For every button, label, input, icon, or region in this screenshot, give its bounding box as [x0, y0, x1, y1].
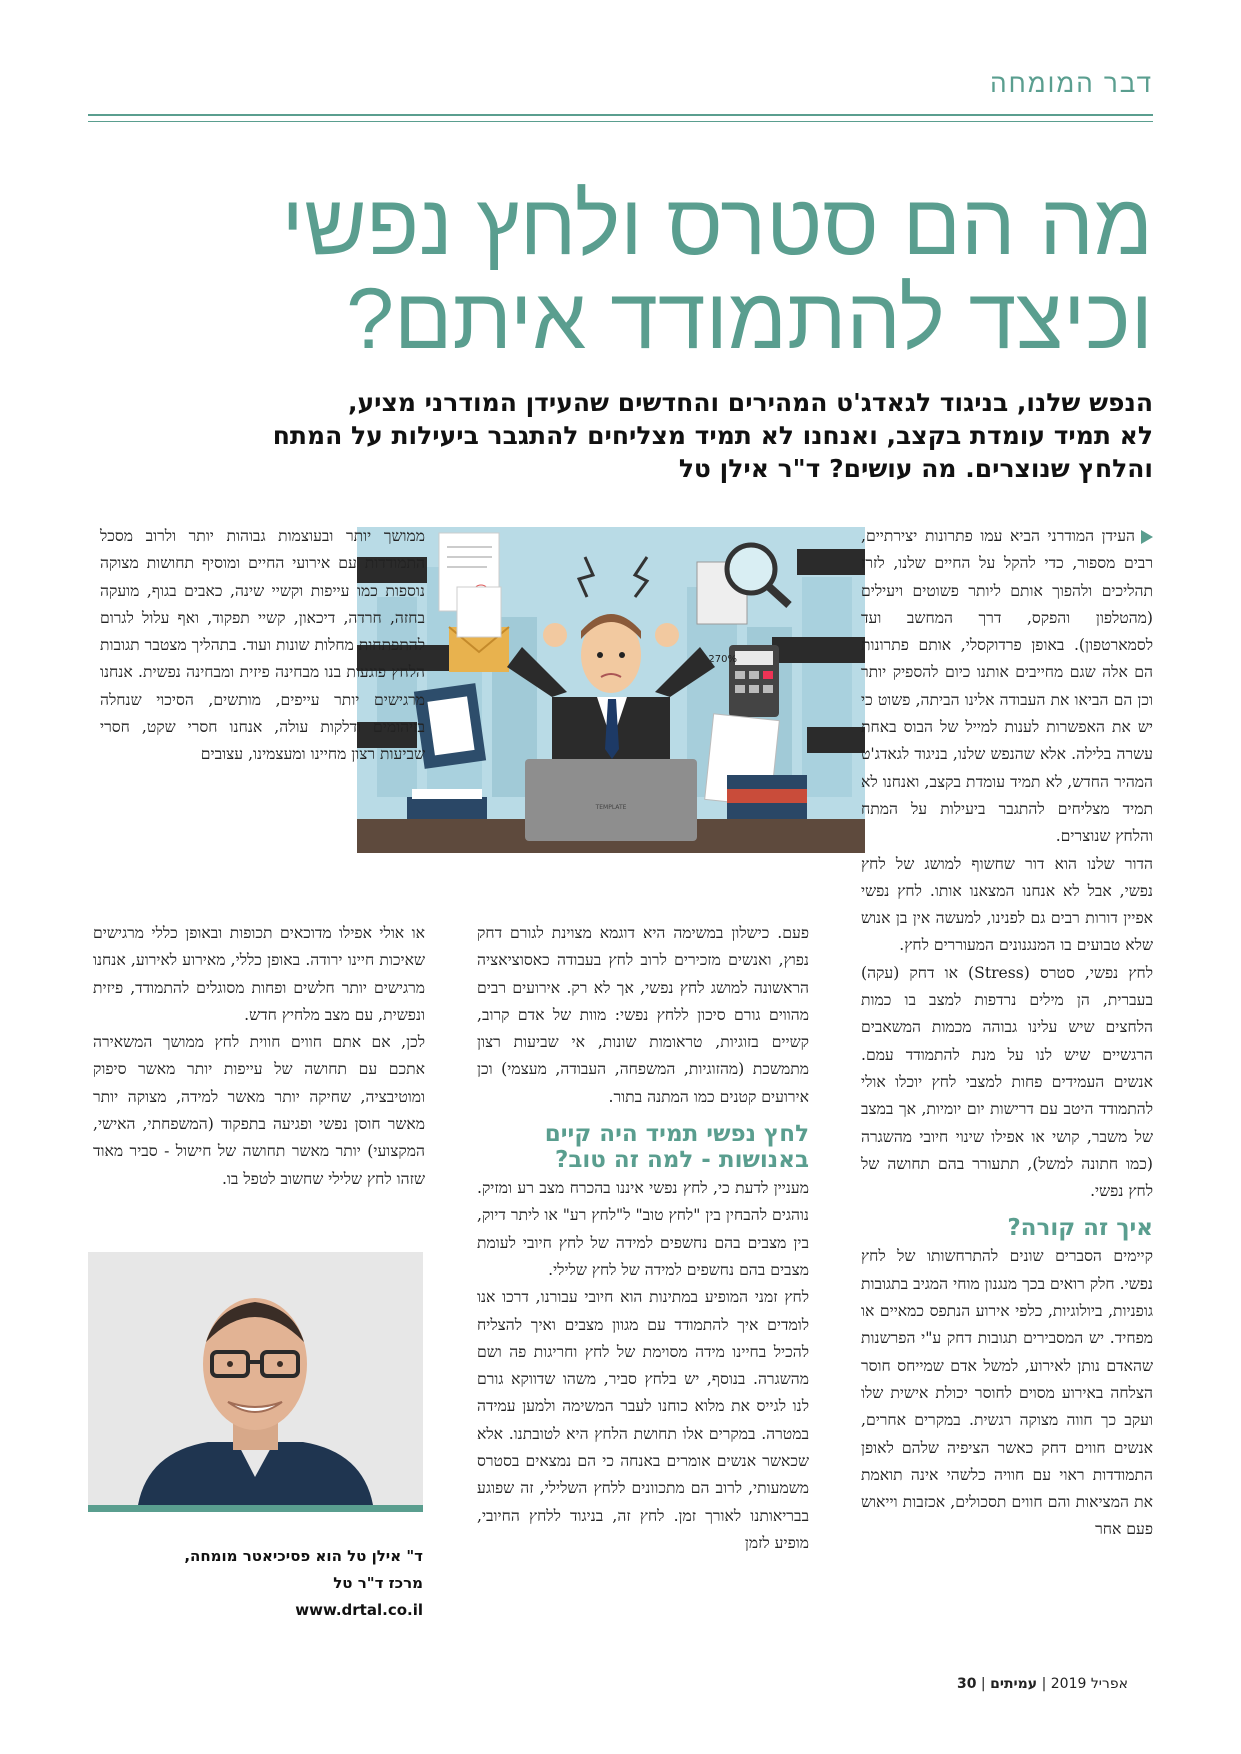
photo-accent-bar	[88, 1505, 423, 1512]
folio-page-number: 30	[957, 1676, 977, 1692]
article-column-right	[861, 523, 1153, 1544]
lead-paragraph	[83, 386, 1153, 485]
page-folio: אפריל 2019 | עמיתים | 30	[957, 1676, 1128, 1692]
caption-line-2: מרכז ד"ר טל	[333, 1574, 423, 1592]
header-rule	[88, 114, 1153, 116]
col2-paragraph-3: לחץ זמני המופיע במתינות הוא חיובי עבורנו, דרכו אנו לומדים איך להתמודד עם מגוון מצבים ואיך להצליח להכיל בחיינו מידה מסוימת של לחץ וחריגות פה ושם מהשגרה. בנוסף, יש בלחץ סביר, משהו שדווקא גורם לנו לגייס את מלוא כוחנו לעבר המשימה ולמען עמידה במטרה. במקרים אלו תחושת הלחץ היא לטובתנו. אלא שכאשר אנשים אומרים באנחה כי הם נמצאים בסטרס משמעותי, לרוב הם מתכוונים ללחץ השלילי, זה שפוגע בבריאותנו לאורך זמן. לחץ זה, בניגוד ללחץ החיובי, מופיע לזמן	[477, 1288, 809, 1552]
subheading-stress-always-existed: לחץ נפשי תמיד היה קיים באנושות - למה זה טוב?	[544, 1121, 809, 1174]
stressed-businessman-illustration	[357, 527, 865, 853]
col2-paragraph-2: מעניין לדעת כי, לחץ נפשי איננו בהכרח מצב רע ומזיק. נוהגים להבחין בין "לחץ טוב" ל"לחץ רע" או ליתר דיוק, בין מצבים בהם נחשפים למידה של לחץ חיובי לעומת מצבים בהם נחשפים למידה של לחץ שלילי.	[477, 1179, 809, 1279]
headline-line-1: מה הם סטרס ולחץ נפשי	[281, 177, 1153, 273]
article-column-left	[93, 920, 425, 1193]
laptop-label: TEMPLATE	[595, 804, 627, 811]
author-portrait	[88, 1252, 423, 1505]
paragraph-marker-icon	[1141, 530, 1153, 544]
lead-line-3: והלחץ שנוצרים. מה עושים? ד"ר אילן טל	[678, 454, 1153, 483]
author-caption	[88, 1543, 423, 1624]
col1-paragraph-3: לחץ נפשי, סטרס (Stress) או דחק (עקה) בעברית, הן מילים נרדפות למצב בו כמות הלחצים שיש עלינו גבוהה מכמות המשאבים הרגשיים שיש לנו על מנת להתמודד עמם. אנשים העמידים פחות למצבי לחץ יוכלו אולי להתמודד היטב עם דרישות יום יומיות, אך במצב של משבר, קושי או אפילו שינוי חיובי מהשגרה (כמו חתונה למשל), תתעורר בהם תחושה של לחץ נפשי.	[861, 963, 1154, 1201]
subheading-how-it-happens: איך זה קורה?	[1007, 1215, 1153, 1242]
caption-line-1: ד" אילן טל הוא פסיכיאטר מומחה,	[184, 1547, 423, 1565]
col3-paragraph-1: או אולי אפילו מדוכאים תכופות ובאופן כללי מרגישים שאיכות חיינו ירודה. באופן כללי, מאירוע לאירוע, אנחנו מרגישים יותר חלשים ופחות מסוגלים להתמודד, פיזית ונפשית, עם מצב מלחיץ חדש.	[93, 924, 425, 1024]
col3-paragraph-2: לכן, אם אתם חווים חווית לחץ ממושך המשאירה אתכם עם תחושה של עייפות יותר מאשר סיפוק ומוטיבציה, שחיקה יותר מאשר למידה, מצוקה יותר מאשר חוסן נפשי ופגיעה בתפקוד (המשפחתי, האישי, המקצועי) יותר מאשר תחושה של חישול - סביר מאוד שזהו לחץ שלילי שחשוב לטפל בו.	[93, 1033, 425, 1188]
article-column-left-top	[100, 523, 425, 769]
col1-paragraph-2: הדור שלנו הוא דור שחשוף למושג של לחץ נפשי, אבל לא אנחנו המצאנו אותו. לחץ נפשי אפיין דורות רבים גם לפנינו, למעשה אין בן אנוש שלא טבועים בו המנגנונים המעוררים לחץ.	[861, 854, 1153, 955]
col2-paragraph-1: פעם. כישלון במשימה היא דוגמא מצוינת לגורם דחק נפוץ, ואנשים מזכירים לרוב לחץ בעבודה כאסוציאציה הראשונה למושג לחץ נפשי, אך לא רק. אירועים רבים מהווים גורם סיכון ללחץ נפשי: מוות של אדם קרוב, קשיים בזוגיות, טראומות שונות, אי שביעות רצון מתמשכת (מהזוגיות, המשפחה, העבודה, מעצמי) וכן אירועים קטנים כמו המתנה בתור.	[477, 924, 809, 1106]
col1-paragraph-1: העידן המודרני הביא עמו פתרונות יצירתיים, רבים מספור, כדי להקל על החיים שלנו, לזרז תהליכים ולהפוך אותם ליותר פשוטים ויעילים (מהטלפון והפקס, דרך המחשב ועד לסמארטפון). באופן פרדוקסלי, אותם פתרונות הם אלה שגם מחייבים אותנו כיום להספיק יותר וכן הם הביאו את העבודה אלינו הביתה, פשוט כי יש את האפשרות לענות למייל של הבוס באחת עשרה בלילה. אלא שהנפש שלנו, בניגוד לגאדג'ט המהיר החדש, לא תמיד עומדת בקצב, ואנחנו לא תמיד מצליחים להתגבר ביעילות על המתח והלחץ שנוצרים.	[861, 527, 1153, 846]
headline	[73, 178, 1153, 366]
folio-date: אפריל 2019	[1050, 1676, 1128, 1692]
headline-line-2: וכיצד להתמודד איתם?	[346, 271, 1153, 367]
folio-magazine: עמיתים	[990, 1676, 1038, 1692]
lead-line-1: הנפש שלנו, בניגוד לגאדג'ט המהירים והחדשים שהעידן המודרני מציע,	[347, 388, 1153, 417]
calculator-display: 270%	[708, 654, 737, 665]
article-column-middle	[477, 920, 809, 1557]
header-rule-thin	[88, 121, 1153, 122]
lead-line-2: לא תמיד עומדת בקצב, ואנחנו לא תמיד מצליחים להתגבר ביעילות על המתח	[272, 421, 1153, 450]
col1-paragraph-4: קיימים הסברים שונים להתרחשותו של לחץ נפשי. חלק רואים בכך מנגנון מוחי המגיב בתגובות גופניות, ביולוגיות, כלפי אירוע הנתפס כמאיים או מפחיד. יש המסבירים תגובות דחק ע"י הפרשנות שהאדם נותן לאירוע, למשל אדם שמייחס חוסר הצלחה באירוע מסוים לחוסר יכולת אישית שלו ועקב כך חווה מצוקה רגשית. במקרים אחרים, אנשים חווים דחק כאשר הציפיה שלהם לאופן התמודדות ראוי עם חוויה כלשהי אינה תואמת את המציאות והם חווים תסכולים, אכזבות וייאוש פעם אחר	[861, 1247, 1153, 1539]
section-label: דבר המומחה	[990, 68, 1153, 98]
col3-paragraph-top: ממושך יותר ובעוצמות גבוהות יותר ולרוב מסכל התמודדות עם אירועי החיים ומוסיף תחושות מצוקה נוספות כמו עייפות וקשיי שינה, כאבים בגוף, מועקה בחזה, חרדה, דיכאון, קשיי תפקוד, ואף עלול לגרום להתפתחות מחלות שונות ועוד. בתהליך מצטבר תגובות הלחץ פוגעות בנו מבחינה פיזית ומבחינה נפשית. אנחנו מרגישים יותר עייפים, מותשים, הסיכוי שנחלה בזיהומים ודלקות עולה, אנחנו חסרי שקט, חסרי שביעות רצון מחיינו ומעצמינו, עצובים	[100, 527, 425, 764]
author-website-link[interactable]: www.drtal.co.il	[295, 1601, 423, 1619]
